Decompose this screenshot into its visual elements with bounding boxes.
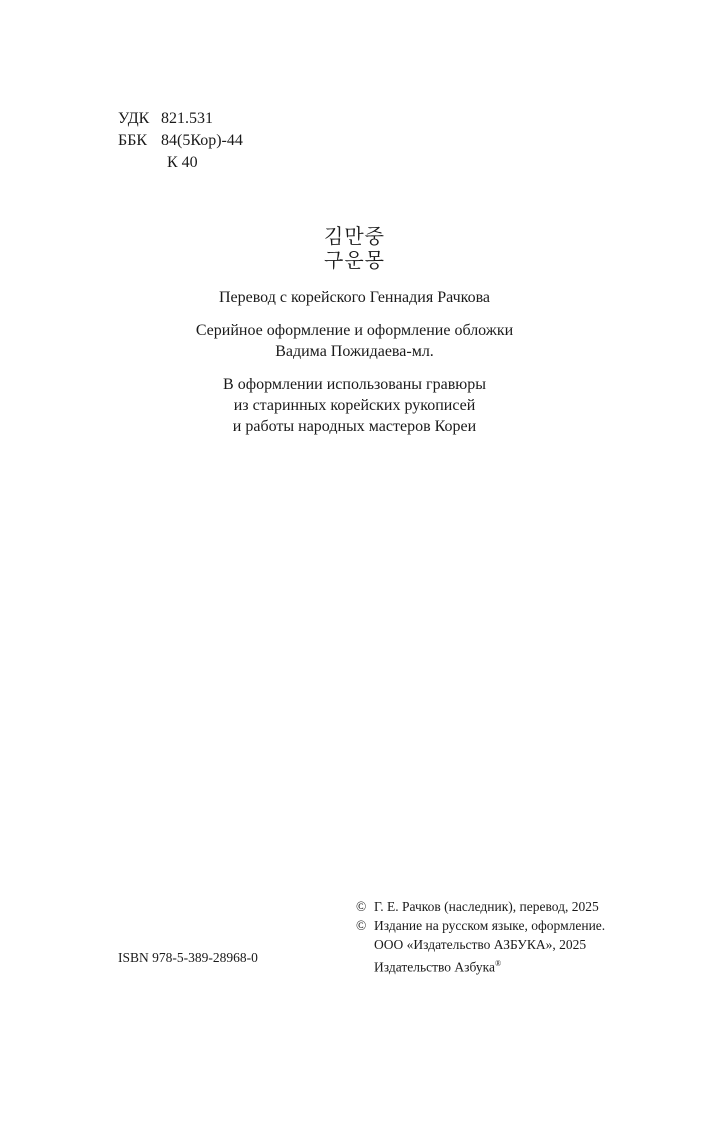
bbk-label: ББК	[118, 132, 148, 149]
registered-mark: ®	[494, 959, 502, 968]
isbn-number: ISBN 978-5-389-28968-0	[118, 950, 258, 965]
publisher-trademark	[356, 954, 605, 977]
translator-credit	[0, 287, 709, 308]
design-line-1: Серийное оформление и оформление обложки	[195, 322, 514, 339]
engravings-line-2: из старинных корейских рукописей	[233, 397, 476, 414]
udk-value: 821.531	[161, 110, 213, 127]
copyright-block	[356, 897, 605, 977]
copyright-line-3: ООО «Издательство АЗБУКА», 2025	[374, 937, 587, 952]
korean-book-title: 구운몽	[324, 248, 385, 272]
design-credit	[0, 320, 709, 362]
engravings-line-3: и работы народных мастеров Кореи	[232, 418, 477, 435]
copyright-translation	[356, 897, 605, 916]
bbk-line	[118, 130, 243, 152]
design-line-2: Вадима Пожидаева-мл.	[275, 343, 434, 360]
copyright-line-1: Г. Е. Рачков (наследник), перевод, 2025	[374, 899, 599, 914]
korean-author-name: 김만중	[324, 224, 385, 248]
engravings-credit	[0, 374, 709, 437]
library-classification	[118, 108, 243, 174]
copyright-line-4: Издательство Азбука	[374, 959, 495, 975]
translator-line: Перевод с корейского Геннадия Рачкова	[218, 289, 491, 306]
udk-line	[118, 108, 243, 130]
korean-title-block	[0, 224, 709, 272]
copyright-symbol: ©	[356, 918, 367, 933]
copyright-line-2: Издание на русском языке, оформление.	[374, 918, 606, 933]
copyright-symbol: ©	[356, 899, 367, 914]
udk-label: УДК	[118, 110, 150, 127]
copyright-edition	[356, 916, 605, 935]
cutter-mark: К 40	[167, 154, 198, 171]
bbk-value: 84(5Кор)-44	[161, 132, 243, 149]
engravings-line-1: В оформлении использованы гравюры	[223, 376, 486, 393]
